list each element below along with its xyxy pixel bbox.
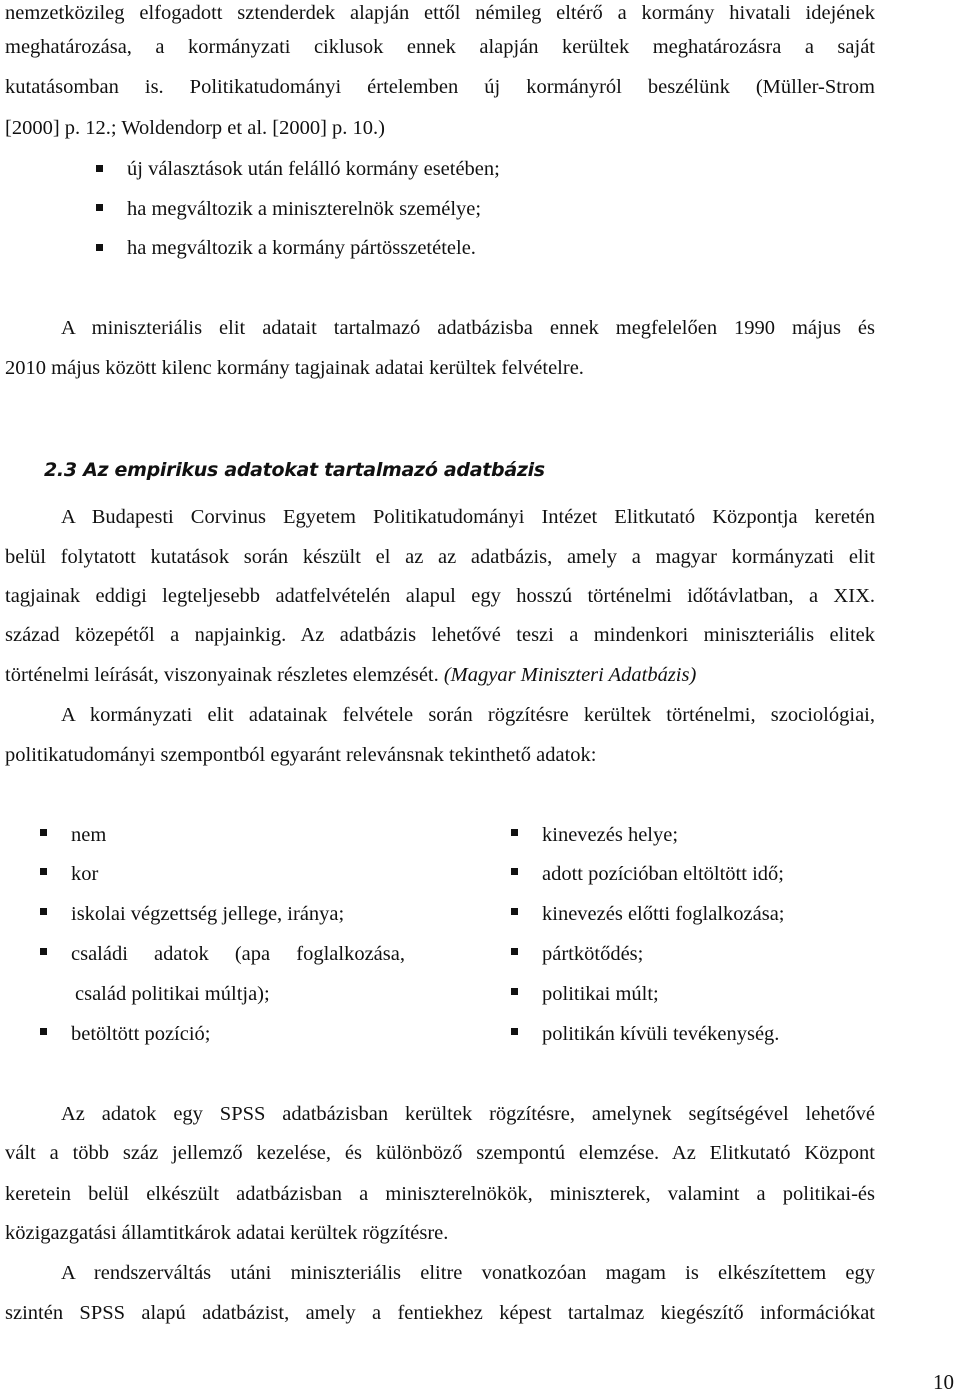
list-item: kinevezés előtti foglalkozása; [542, 903, 785, 925]
text-line: meghatározása, a kormányzati ciklusok ennek alapján kerültek meghatározásra a saját [5, 36, 875, 58]
square-bullet-icon [40, 829, 47, 836]
square-bullet-icon [40, 908, 47, 915]
citation: (Magyar Miniszteri Adatbázis) [443, 664, 697, 686]
square-bullet-icon [511, 829, 518, 836]
square-bullet-icon [511, 908, 518, 915]
list-item: nem [71, 824, 107, 846]
text-line: kutatásomban is. Politikatudományi értelemben új kormányról beszélünk (Müller-Strom [5, 76, 875, 98]
square-bullet-icon [511, 948, 518, 955]
section-heading: 2.3 Az empirikus adatokat tartalmazó adatbázis [44, 459, 545, 481]
list-item: ha megváltozik a miniszterelnök személye; [127, 198, 482, 220]
square-bullet-icon [40, 948, 47, 955]
list-item: iskolai végzettség jellege, iránya; [71, 903, 345, 925]
text-line [5, 662, 696, 688]
list-item: kor [71, 863, 99, 885]
text-line: A kormányzati elit adatainak felvétele során rögzítésre kerültek történelmi, szociológiai, [61, 704, 875, 726]
list-item: családi adatok (apa foglalkozása, [71, 943, 405, 965]
text-line: tagjainak eddigi legteljesebb adatfelvételén alapul egy hosszú történelmi időtávlatban, a XIX. [5, 585, 875, 607]
list-item: adott pozícióban eltöltött idő; [542, 863, 784, 885]
text-line: [2000] p. 12.; Woldendorp et al. [2000] p. 10.) [5, 117, 386, 139]
text-line: politikatudományi szempontból egyaránt relevánsnak tekinthető adatok: [5, 744, 597, 766]
text-line: Az adatok egy SPSS adatbázisban kerültek rögzítésre, amelynek segítségével lehetővé [61, 1103, 875, 1125]
page-number: 10 [933, 1370, 954, 1394]
text-line: század közepétől a napjainkig. Az adatbázis lehetővé teszi a mindenkori miniszteriális elitek [5, 624, 875, 646]
list-item: politikai múlt; [542, 983, 659, 1005]
text-span: történelmi leírását, viszonyainak részletes elemzését. [5, 664, 439, 686]
square-bullet-icon [40, 868, 47, 875]
square-bullet-icon [511, 1028, 518, 1035]
square-bullet-icon [96, 204, 103, 211]
list-item: politikán kívüli tevékenység. [542, 1023, 780, 1045]
list-item: betöltött pozíció; [71, 1023, 211, 1045]
text-line: A Budapesti Corvinus Egyetem Politikatudományi Intézet Elitkutató Központja keretén [61, 506, 875, 528]
text-line: szintén SPSS alapú adatbázist, amely a fentiekhez képest tartalmaz kiegészítő információkat [5, 1302, 875, 1324]
list-item: új választások után felálló kormány esetében; [127, 158, 500, 180]
text-line: nemzetközileg elfogadott sztenderdek alapján ettől némileg eltérő a kormány hivatali idejének [5, 2, 875, 24]
list-item: pártkötődés; [542, 943, 644, 965]
square-bullet-icon [40, 1028, 47, 1035]
square-bullet-icon [511, 988, 518, 995]
text-line: 2010 május között kilenc kormány tagjainak adatai kerültek felvételre. [5, 357, 584, 379]
list-item: ha megváltozik a kormány pártösszetétele. [127, 237, 476, 259]
text-line: keretein belül elkészült adatbázisban a miniszterelnökök, miniszterek, valamint a politikai-és [5, 1183, 875, 1205]
text-line: közigazgatási államtitkárok adatai kerültek rögzítésre. [5, 1222, 449, 1244]
text-line: A rendszerváltás utáni miniszteriális elitre vonatkozóan magam is elkészítettem egy [61, 1262, 875, 1284]
text-line: belül folytatott kutatások során készült el az az adatbázis, amely a magyar kormányzati elit [5, 546, 875, 568]
square-bullet-icon [96, 165, 103, 172]
square-bullet-icon [96, 244, 103, 251]
list-item: kinevezés helye; [542, 824, 679, 846]
text-line: vált a több száz jellemző kezelése, és különböző szempontú elemzése. Az Elitkutató Központ [5, 1142, 875, 1164]
list-item-continuation: család politikai múltja); [75, 983, 270, 1005]
text-line: A miniszteriális elit adatait tartalmazó adatbázisba ennek megfelelően 1990 május és [61, 317, 875, 339]
square-bullet-icon [511, 868, 518, 875]
